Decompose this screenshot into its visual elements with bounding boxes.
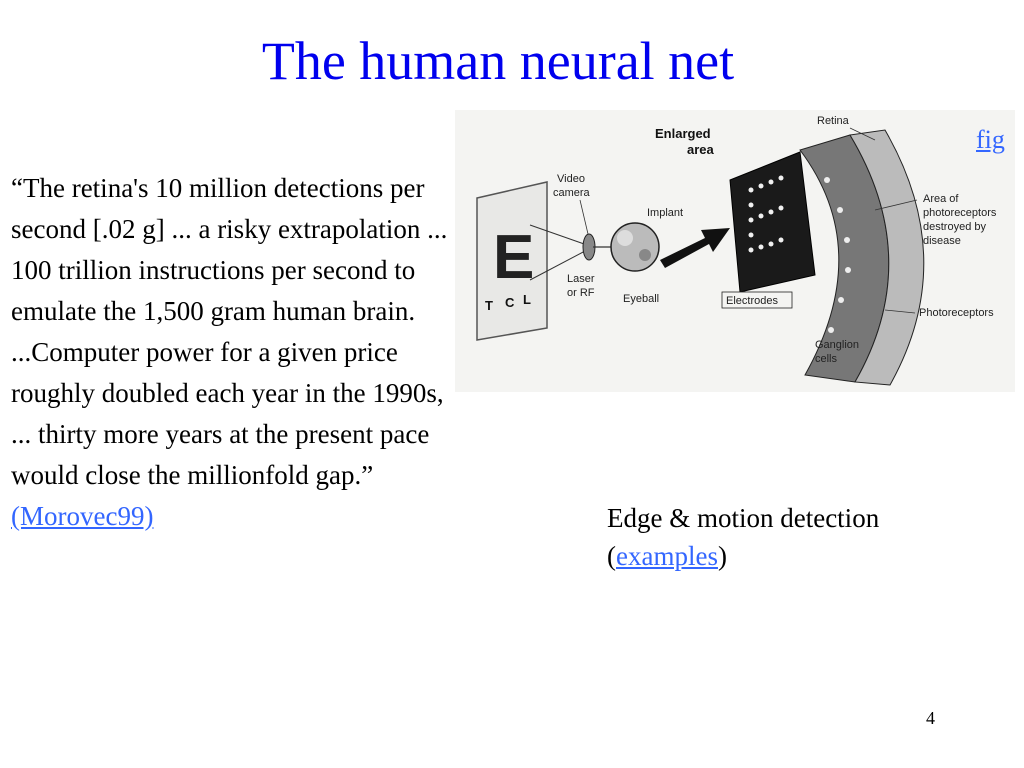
label-laser: Laser [567, 273, 595, 285]
label-eyeball: Eyeball [623, 293, 660, 305]
citation-link[interactable]: (Morovec99) [11, 501, 154, 531]
pointer-arrow [660, 228, 730, 268]
electrode-array [730, 152, 815, 292]
label-destroyed-by: destroyed by [923, 221, 986, 233]
page-number: 4 [926, 708, 935, 728]
chart-letter-c: C [505, 295, 515, 310]
quote-text: “The retina's 10 million detections per second [.02 g] ... a risky extrapolation ... 100 trillion instructions per second to emulate the 1,500 gram human brain. ...Computer power for a given price roughly doubled each year in the 1990s, ... thirty more years at the present pace would close the millionfold gap.” [11, 173, 448, 490]
label-area-of: Area of [923, 193, 959, 205]
label-camera: camera [553, 187, 590, 199]
paren-open: ( [607, 541, 616, 571]
label-photoreceptors: Photoreceptors [919, 307, 994, 319]
slide-title: The human neural net [261, 31, 735, 91]
label-ganglion: Ganglion [815, 339, 860, 351]
label-cells: cells [815, 353, 838, 365]
retinal-implant-figure [455, 110, 1015, 392]
label-disease: disease [923, 235, 961, 247]
label-or-rf: or RF [567, 287, 595, 299]
retinal-implant-illustration [455, 110, 1015, 392]
label-enlarged: Enlarged [655, 126, 711, 141]
eyeball [611, 223, 659, 271]
chart-letter-l: L [523, 292, 531, 307]
label-retina: Retina [817, 115, 849, 127]
label-electrodes: Electrodes [726, 295, 778, 307]
label-implant: Implant [647, 207, 684, 219]
chart-letter-t: T [485, 298, 493, 313]
paren-close: ) [717, 541, 727, 571]
quote-paragraph [11, 168, 461, 537]
fig-link[interactable]: fig [976, 125, 1005, 154]
chart-letter-e: E [493, 223, 535, 292]
examples-link[interactable]: examples [616, 541, 718, 571]
label-photoreceptors-line: photoreceptors [923, 207, 997, 219]
edge-motion-text: Edge & motion detection [607, 503, 880, 533]
edge-motion-caption [607, 499, 1007, 575]
label-area: area [687, 142, 714, 157]
examples-line [607, 537, 1007, 575]
label-video: Video [557, 173, 585, 185]
